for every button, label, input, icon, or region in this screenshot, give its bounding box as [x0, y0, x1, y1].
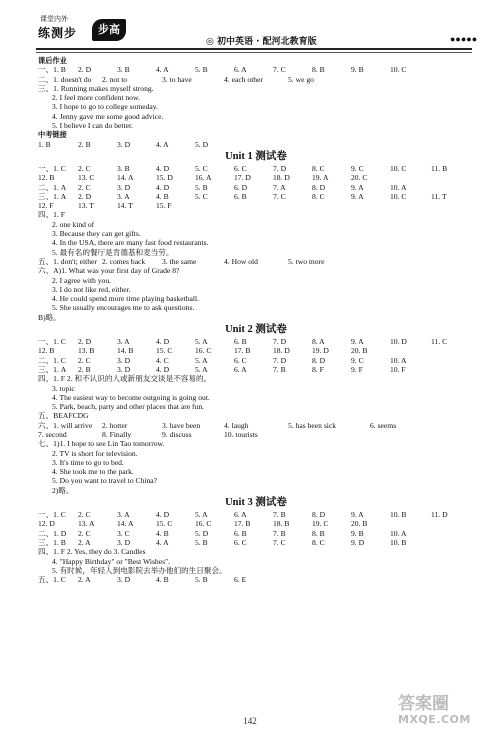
answer-row [38, 164, 474, 173]
header-title: ◎ 初中英语 · 配河北教育版 [206, 37, 317, 47]
answer-cell: 4. C [156, 355, 169, 365]
answer-cell: 二、1. C [38, 355, 66, 365]
section-heading: 中考链接 [38, 130, 67, 140]
answer-row [38, 140, 474, 149]
answer-cell: 8. F [312, 364, 324, 374]
answer-cell: 4. D [156, 510, 170, 520]
answer-cell: 6. C [234, 355, 247, 365]
answer-cell: 5. C [195, 191, 208, 201]
answer-cell: 12. B [38, 346, 55, 356]
answer-cell: 5. B [195, 537, 208, 547]
answer-line: 3. It's time to go to bed. [52, 457, 124, 467]
answer-line: 5. 最有名的餐厅是肯德基和麦当劳。 [52, 247, 174, 257]
answer-cell: 5. A [195, 510, 208, 520]
answer-line: 2. I agree with you. [52, 275, 112, 285]
answer-row [38, 365, 474, 374]
answer-cell: 16. C [195, 519, 212, 529]
answer-cell: 16. C [195, 346, 212, 356]
answer-cell: 5. D [195, 528, 209, 538]
answer-line: 4. Jenny gave me some good advice. [52, 111, 164, 121]
answer-line: 4. "Happy Birthday" or "Best Wishes". [52, 556, 171, 566]
answer-row [38, 65, 474, 74]
answer-cell: 16. A [195, 173, 212, 183]
answer-cell: 8. Finally [102, 429, 132, 439]
answer-cell: 二、1. A [38, 182, 67, 192]
answer-cell: 2. B [78, 364, 91, 374]
answer-cell: 2. A [78, 537, 91, 547]
section-heading: 课后作业 [38, 56, 67, 65]
answer-line: 2. one kind of [52, 219, 95, 229]
answer-cell: 11. D [431, 510, 448, 520]
answer-cell: 5. we go [288, 74, 314, 84]
answer-cell: 11. B [431, 163, 448, 173]
answer-cell: 6. D [234, 182, 248, 192]
answer-cell: 6. A [234, 510, 247, 520]
answer-cell: 4. B [156, 575, 169, 585]
header-rule [36, 48, 472, 50]
answer-cell: 3. D [117, 537, 131, 547]
answer-cell: 11. T [431, 191, 447, 201]
answer-row [38, 510, 474, 519]
answer-cell: 12. B [38, 173, 55, 183]
answer-row [38, 421, 474, 430]
answer-cell: 7. second [38, 429, 67, 439]
answer-cell: 三、1. A [38, 364, 67, 374]
answer-cell: 9. B [351, 528, 364, 538]
answer-row [38, 538, 474, 547]
answer-line: 3. topic [52, 383, 75, 393]
watermark-text: 答案圈 [398, 694, 449, 714]
answer-cell: 17. B [234, 346, 251, 356]
watermark-logo [398, 696, 471, 728]
answer-cell: 8. C [312, 537, 325, 547]
answer-cell: 4. D [156, 163, 170, 173]
answer-cell: 二、1. D [38, 528, 67, 538]
answer-cell: 3. to have [162, 74, 192, 84]
answer-cell: 15. F [156, 201, 172, 211]
answer-cell: 3. D [117, 575, 131, 585]
answer-line: 5. I believe I can do better. [52, 121, 133, 131]
answer-cell: 10. tourists [224, 429, 258, 439]
answer-cell: 14. B [117, 346, 134, 356]
answer-cell: 5. B [195, 575, 208, 585]
watermark-url: MXQE.COM [398, 713, 471, 726]
logo-badge: 步高 [92, 19, 126, 41]
answer-cell: 20. B [351, 519, 368, 529]
answer-cell: 4. each other [224, 74, 264, 84]
answer-cell: 4. D [156, 364, 170, 374]
answer-cell: 7. D [273, 355, 287, 365]
answer-cell: 10. B [390, 537, 407, 547]
answer-cell: 10. F [390, 364, 406, 374]
answer-cell: 10. C [390, 65, 407, 75]
answer-cell: 3. B [117, 65, 130, 75]
answer-cell: 8. D [312, 182, 326, 192]
answer-cell: 2. A [78, 575, 91, 585]
answer-cell: 18. B [273, 519, 290, 529]
answer-row [38, 337, 474, 346]
answer-row [38, 356, 474, 365]
answer-cell: 3. B [117, 163, 130, 173]
answer-cell: 6. B [234, 528, 247, 538]
answer-cell: 3. have been [162, 420, 201, 430]
answer-line: 4. He could spend more time playing basketball. [52, 294, 199, 304]
answer-cell: 10. C [390, 191, 407, 201]
answer-cell: 10. A [390, 528, 407, 538]
answer-cell: 一、1. C [38, 163, 66, 173]
unit-test-title: Unit 1 测试卷 [225, 150, 287, 162]
answer-cell: 8. B [312, 528, 325, 538]
answer-cell: 4. laugh [224, 420, 249, 430]
header-rule-thin [36, 52, 472, 53]
answer-cell: 4. A [156, 65, 169, 75]
answer-cell: 六、1. will arrive [38, 420, 93, 430]
answer-cell: 9. F [351, 364, 363, 374]
answer-cell: 13. C [78, 173, 95, 183]
answer-cell: 3. C [117, 528, 130, 538]
answer-cell: 5. A [195, 364, 208, 374]
answer-cell: 3. the same [162, 256, 197, 266]
answer-cell: 9. C [351, 163, 364, 173]
answer-cell: 5. D [195, 139, 209, 149]
answer-line: 2. TV is short for television. [52, 448, 138, 458]
answer-cell: 4. A [156, 139, 169, 149]
answer-cell: 8. C [312, 191, 325, 201]
answer-cell: 14. A [117, 173, 134, 183]
answer-cell: 6. B [234, 337, 247, 347]
answer-line: 3. Because they can get gifts. [52, 229, 141, 239]
answer-cell: 8. C [312, 163, 325, 173]
answer-cell: 14. A [117, 519, 134, 529]
answer-row [38, 519, 474, 528]
answer-cell: 20. C [351, 173, 368, 183]
answer-cell: 11. C [431, 337, 448, 347]
answer-cell: 三、1. B [38, 537, 66, 547]
answer-cell: 20. B [351, 346, 368, 356]
answer-cell: 7. B [273, 510, 286, 520]
answer-cell: 5. B [195, 182, 208, 192]
answer-cell: 二、1. doesn't do [38, 74, 92, 84]
answer-cell: 五、1. don't; either [38, 256, 97, 266]
answer-line: 3. I do not like red, either. [52, 284, 131, 294]
answer-line: 2)略。 [52, 485, 74, 495]
answer-cell: 18. D [273, 173, 290, 183]
answer-cell: 5. A [195, 337, 208, 347]
answer-cell: 8. D [312, 355, 326, 365]
unit-test-title: Unit 2 测试卷 [225, 324, 287, 336]
unit-test-title: Unit 3 测试卷 [225, 497, 287, 509]
answer-cell: 2. not to [102, 74, 128, 84]
answer-cell: 10. A [390, 355, 407, 365]
answer-cell: 13. T [78, 201, 94, 211]
answer-cell: 2. hotter [102, 420, 128, 430]
answer-cell: 15. C [156, 519, 173, 529]
answer-cell: 19. C [312, 519, 329, 529]
answer-cell: 9. A [351, 337, 364, 347]
answer-cell: 9. A [351, 182, 364, 192]
answer-cell: 2. D [78, 65, 92, 75]
answer-line: 4. The easiest way to become outgoing is going out. [52, 392, 210, 402]
answer-cell: 2. C [78, 510, 91, 520]
answer-key-content [38, 56, 474, 584]
answer-line: 六、A)1. What was your first day of Grade 8? [38, 266, 180, 276]
answer-line: 5. 有时候，年轻人到电影院去举办他们的生日聚会。 [52, 565, 227, 575]
answer-cell: 13. B [78, 346, 95, 356]
answer-cell: 2. C [78, 528, 91, 538]
answer-cell: 4. D [156, 182, 170, 192]
answer-line: 七、1)1. I hope to see Lin Tao tomorrow. [38, 439, 165, 449]
answer-cell: 8. D [312, 510, 326, 520]
answer-cell: 6. A [234, 65, 247, 75]
answer-cell: 7. B [273, 364, 286, 374]
logo-title: 练测步 [38, 26, 78, 40]
answer-cell: 3. D [117, 364, 131, 374]
answer-cell: 17. B [234, 519, 251, 529]
answer-line: 5. Do you want to travel to China? [52, 476, 158, 486]
page-number: 142 [243, 716, 257, 726]
answer-cell: 一、1. C [38, 337, 66, 347]
answer-cell: 6. C [234, 163, 247, 173]
answer-line: 四、1. F [38, 210, 66, 220]
answer-cell: 18. D [273, 346, 290, 356]
answer-line: 3. I hope to go to college someday. [52, 102, 159, 112]
answer-line: 三、1. Running makes myself strong. [38, 83, 154, 93]
page-header [0, 0, 500, 56]
answer-cell: 7. D [273, 163, 287, 173]
answer-cell: 2. comes back [102, 256, 146, 266]
answer-row [38, 529, 474, 538]
answer-line: 五、BEAFCDG [38, 411, 89, 421]
answer-line: 四、1. F 2. Yes, they do 3. Candles [38, 547, 146, 557]
answer-cell: 12. F [38, 201, 54, 211]
answer-cell: 10. B [390, 510, 407, 520]
answer-cell: 3. A [117, 337, 130, 347]
answer-cell: 13. A [78, 519, 95, 529]
answer-cell: 7. B [273, 528, 286, 538]
answer-cell: 5. B [195, 65, 208, 75]
answer-cell: 15. D [156, 173, 173, 183]
answer-row [38, 173, 474, 182]
answer-cell: 5. two more [288, 256, 325, 266]
answer-cell: 5. has been sick [288, 420, 337, 430]
answer-cell: 2. B [78, 139, 91, 149]
answer-cell: 一、1. B [38, 65, 66, 75]
answer-cell: 17. D [234, 173, 251, 183]
answer-row [38, 575, 474, 584]
answer-cell: 2. C [78, 355, 91, 365]
answer-cell: 2. D [78, 191, 92, 201]
answer-cell: 5. A [195, 355, 208, 365]
answer-cell: 9. B [351, 65, 364, 75]
answer-cell: 10. A [390, 182, 407, 192]
answer-cell: 8. B [312, 65, 325, 75]
answer-cell: 4. B [156, 191, 169, 201]
answer-cell: 1. B [38, 139, 51, 149]
answer-cell: 4. How old [224, 256, 258, 266]
header-dots: ●●●●● [450, 34, 478, 44]
answer-cell: 19. A [312, 173, 329, 183]
answer-line: 5. She usually encourages me to ask questions. [52, 303, 195, 313]
answer-cell: 6. seems [370, 420, 397, 430]
answer-cell: 5. C [195, 163, 208, 173]
answer-cell: 2. C [78, 182, 91, 192]
answer-cell: 12. D [38, 519, 55, 529]
answer-cell: 五、1. C [38, 575, 66, 585]
answer-cell: 4. A [156, 537, 169, 547]
answer-cell: 6. B [234, 191, 247, 201]
answer-cell: 9. A [351, 191, 364, 201]
answer-cell: 7. C [273, 65, 286, 75]
answer-cell: 15. C [156, 346, 173, 356]
answer-cell: 2. D [78, 337, 92, 347]
answer-cell: 7. C [273, 537, 286, 547]
answer-cell: 2. C [78, 163, 91, 173]
answer-cell: 7. A [273, 182, 286, 192]
answer-row [38, 346, 474, 355]
answer-cell: 4. D [156, 337, 170, 347]
answer-cell: 三、1. A [38, 191, 67, 201]
answer-cell: 9. C [351, 355, 364, 365]
answer-cell: 14. T [117, 201, 133, 211]
answer-cell: 3. D [117, 182, 131, 192]
logo-subtitle: 课堂内外 [40, 15, 68, 23]
answer-cell: 3. D [117, 139, 131, 149]
answer-cell: 6. C [234, 537, 247, 547]
answer-cell: 10. C [390, 163, 407, 173]
answer-row [38, 430, 474, 439]
answer-cell: 6. A [234, 364, 247, 374]
answer-cell: 6. E [234, 575, 247, 585]
answer-cell: 7. C [273, 191, 286, 201]
answer-row [38, 201, 474, 210]
answer-row [38, 257, 474, 266]
answer-cell: 3. D [117, 355, 131, 365]
answer-cell: 一、1. C [38, 510, 66, 520]
answer-row [38, 75, 474, 84]
answer-row [38, 192, 474, 201]
answer-line: 5. Park, beach, party and other places that are fun. [52, 402, 205, 412]
answer-cell: 7. D [273, 337, 287, 347]
answer-line: 4. In the USA, there are many fast food restaurants. [52, 238, 209, 248]
answer-cell: 9. discuss [162, 429, 192, 439]
answer-cell: 19. D [312, 346, 329, 356]
answer-cell: 9. A [351, 510, 364, 520]
answer-line: B)略。 [38, 312, 61, 322]
answer-row [38, 183, 474, 192]
answer-cell: 10. D [390, 337, 407, 347]
answer-line: 2. I feel more confident now. [52, 93, 140, 103]
answer-cell: 3. A [117, 510, 130, 520]
answer-cell: 9. D [351, 537, 365, 547]
answer-cell: 4. B [156, 528, 169, 538]
answer-cell: 3. A [117, 191, 130, 201]
answer-cell: 8. A [312, 337, 325, 347]
answer-line: 4. She took me to the park. [52, 467, 134, 477]
answer-line: 四、1. F 2. 和不认识的人或新朋友交谈是不容易的。 [38, 374, 212, 384]
